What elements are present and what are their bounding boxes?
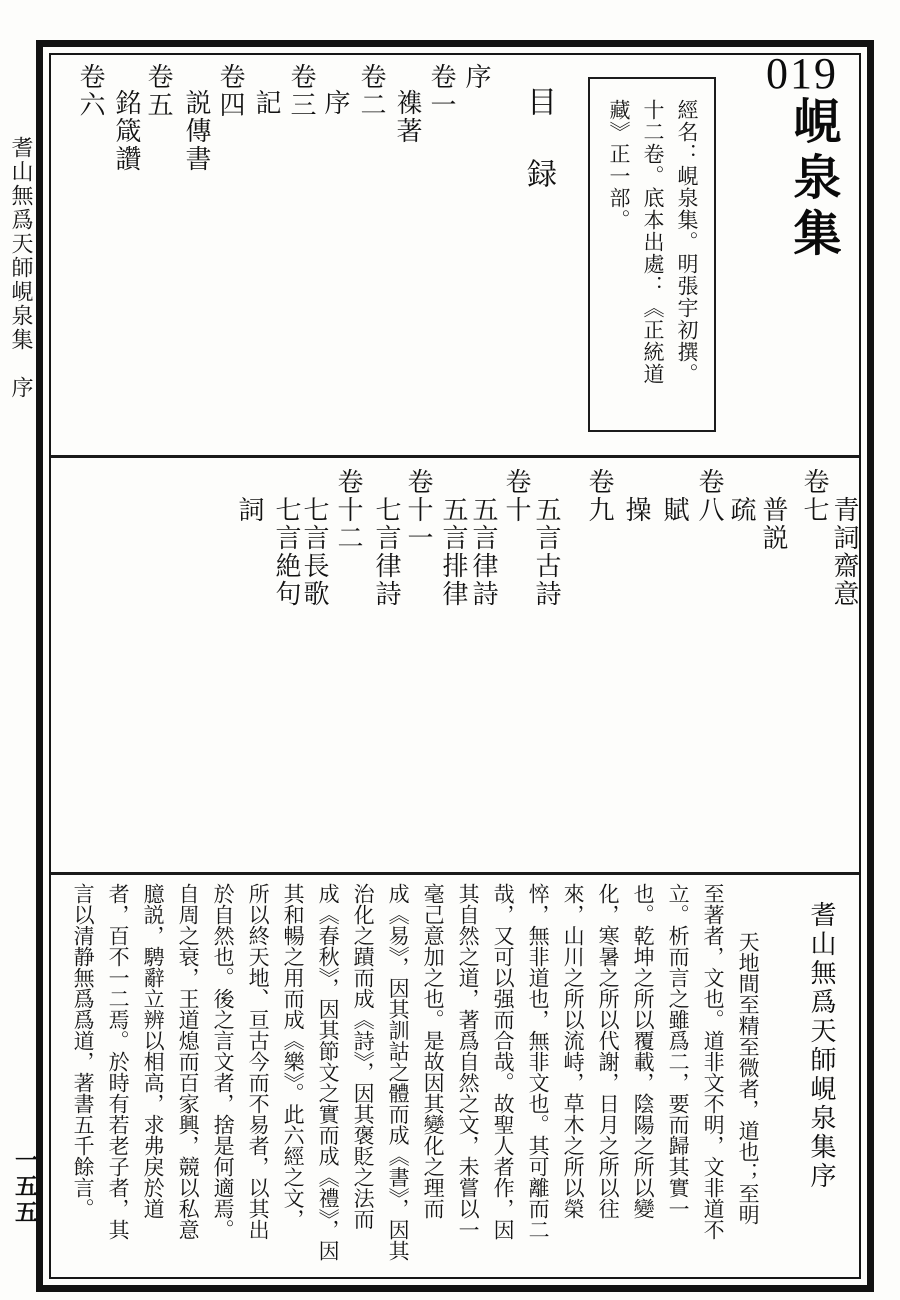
preface-column-6: 來，山川之所以流峙，草木之所以榮 [561,883,586,1219]
toc2-entry-1: 青詞齋意 [830,496,859,608]
preface-column-7: 悴，無非道也，無非文也。其可離而二 [526,883,551,1240]
toc2-entry-15: 卷十二 [334,468,363,552]
catalog-number: 019 [766,49,838,98]
preface-column-20: 言以清静無爲爲道，著書五千餘言。 [71,883,96,1219]
toc2-entry-4: 疏 [727,496,756,524]
annotation-line-2: 十二卷。底本出處：《正統道 [640,99,665,385]
preface-column-11: 成《易》，因其訓詁之體而成《書》，因其 [386,883,411,1261]
preface-column-16: 於自然也。後之言文者，捨是何適焉。 [211,883,236,1240]
toc2-entry-7: 操 [622,496,651,524]
toc1-entry-6: 卷三 [287,63,316,119]
toc1-entry-12: 卷六 [76,63,105,119]
toc2-entry-14: 七言律詩 [372,496,401,608]
toc2-entry-2: 卷七 [800,468,829,524]
toc2-entry-12: 五言排律 [439,496,468,608]
toc2-entry-6: 賦 [660,496,689,524]
toc-part2 [51,458,859,870]
toc1-entry-8: 卷四 [216,63,245,119]
preface-column-3: 立。析而言之雖爲二，要而歸其實一 [666,883,691,1219]
toc2-entry-9: 五言古詩 [532,496,561,608]
preface-column-2: 至著者，文也。道非文不明，文非道不 [701,883,726,1240]
preface-column-12: 治化之蹟而成《詩》，因其褒貶之法而 [351,883,376,1230]
preface-column-13: 成《春秋》，因其節文之實而成《禮》，因 [316,883,341,1261]
book-title: 峴泉集 [786,96,839,264]
margin-title: 耆山無爲天師峴泉集 序 [9,136,34,400]
preface-column-15: 所以終天地、亘古今而不易者，以其出 [246,883,271,1240]
toc2-entry-18: 詞 [235,496,264,524]
toc2-entry-3: 普説 [759,496,788,552]
preface-column-4: 也。乾坤之所以覆載，陰陽之所以變 [631,883,656,1219]
toc2-entry-13: 卷十一 [404,468,433,552]
preface-heading: 耆山無爲天師峴泉集序 [807,901,836,1191]
preface-column-1: 天地間至精至微者，道也；至明 [736,931,761,1225]
toc1-entry-2: 卷一 [427,63,456,119]
toc2-entry-8: 卷九 [585,468,614,524]
preface-section [51,875,859,1278]
toc1-entry-3: 襍著 [393,89,422,145]
preface-column-9: 其自然之道，著爲自然之文，未嘗以一 [456,883,481,1240]
preface-column-5: 化，寒暑之所以代謝，日月之所以往 [596,883,621,1219]
preface-column-10: 毫己意加之也。是故因其變化之理而 [421,883,446,1219]
toc1-entry-4: 卷二 [357,63,386,119]
preface-column-8: 哉，又可以强而合哉。故聖人者作，因 [491,883,516,1240]
annotation-line-3: 藏》正一部。 [606,99,631,231]
toc2-entry-10: 卷十 [502,468,531,524]
preface-column-14: 其和暢之用而成《樂》。此六經之文， [281,883,306,1230]
toc1-entry-10: 卷五 [144,63,173,119]
toc-part1 [51,55,859,453]
toc2-entry-11: 五言律詩 [469,496,498,608]
preface-column-19: 者，百不一二焉。於時有若老子者，其 [106,883,131,1240]
toc1-entry-7: 記 [252,89,281,117]
toc1-entry-5: 序 [321,89,350,117]
preface-column-18: 臆説，騁辭立辨以相高，求弗戾於道 [141,883,166,1219]
toc-heading: 目 録 [522,86,555,194]
page-number: 一五五 [12,1148,37,1226]
toc2-entry-16: 七言長歌 [300,496,329,608]
toc1-entry-9: 説傳書 [182,89,211,173]
toc2-entry-5: 卷八 [695,468,724,524]
preface-column-17: 自周之衰，王道熄而百家興，競以私意 [176,883,201,1240]
toc2-entry-17: 七言絶句 [272,496,301,608]
toc1-entry-1: 序 [462,63,491,91]
toc1-entry-11: 銘箴讚 [112,89,141,173]
annotation-line-1: 經名：峴泉集。明張宇初撰。 [675,99,699,385]
